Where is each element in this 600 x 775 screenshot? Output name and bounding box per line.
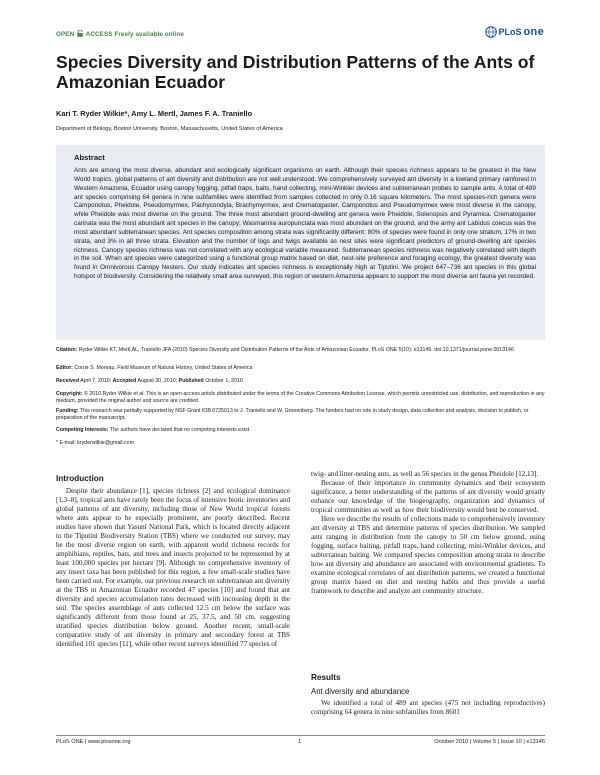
- citation-block: [56, 347, 545, 354]
- citation-text: Ryder Wilkie KT, Mertl AL, Traniello JFA (2010) Species Diversity and Distribution Patterns of the Ants of Amazonian Ecuador. PLoS ONE 5(10): e13146. doi:10.1371/journal.pone.0013146: [78, 347, 514, 353]
- journal-header: [56, 26, 544, 44]
- dates-block: [56, 378, 545, 385]
- right-column: [311, 470, 545, 596]
- open-access-banner: [56, 30, 184, 38]
- competing-interests-block: [56, 427, 545, 434]
- free-available-label: Freely available online: [114, 31, 184, 38]
- footer-journal: PLoS ONE | www.plosone.org: [56, 739, 131, 745]
- citation-label: Citation:: [56, 347, 78, 353]
- abstract-body: [74, 167, 536, 282]
- accepted-label: Accepted: [112, 378, 137, 384]
- results-paragraph-1: We identified a total of 489 ant species (475 not including reproductives) comprising 64 genera in nine subfamilies from 8601: [311, 699, 545, 717]
- article-title: Species Diversity and Distribution Patterns of the Ants of Amazonian Ecuador: [56, 52, 535, 92]
- footer-issue: October 2010 | Volume 5 | Issue 10 | e13146: [434, 739, 545, 745]
- results-subheading: Ant diversity and abundance: [311, 687, 410, 696]
- plos-one-logo: [485, 26, 544, 38]
- page-number: 1: [298, 739, 302, 745]
- funding-text: This research was partially supported by NSF Grant IOB 0725013 to J. Traniello and W. Gronenberg. The funders had no role in study design, data collection and analysis, decision to publish, or preparation of the manuscript.: [56, 408, 529, 422]
- journal-one: one: [523, 26, 544, 38]
- editor-block: [56, 365, 545, 372]
- intro-paragraph-continued: twig- and litter-nesting ants, as well as 56 species in the genus Pheidole [12,13].: [311, 470, 539, 478]
- competing-label: Competing Interests:: [56, 427, 109, 433]
- left-column: [56, 487, 290, 649]
- copyright-label: Copyright:: [56, 391, 83, 397]
- article-authors: Kari T. Ryder Wilkie*, Amy L. Mertl, James F. A. Traniello: [56, 109, 253, 118]
- copyright-text: © 2010 Ryder Wilkie et al. This is an open-access article distributed under the terms of the Creative Commons Attribution License, which permits unrestricted use, distribution, and reproduction in any medium, provided the original author and source are credited.: [56, 391, 545, 405]
- editor-label: Editor:: [56, 365, 73, 371]
- abstract-heading: Abstract: [74, 153, 105, 162]
- email-block: [56, 440, 545, 447]
- funding-label: Funding:: [56, 408, 79, 414]
- introduction-heading: Introduction: [56, 474, 104, 483]
- published-label: Published: [178, 378, 204, 384]
- intro-paragraph-2: Because of their importance in community dynamics and their ecosystem significance, a better understanding of the patterns of ant diversity would greatly enhance our knowledge of the biogeography, organization and dynamics of tropical communities as well as how their biodiversity would best be conserved.: [311, 479, 545, 515]
- results-heading: Results: [311, 673, 341, 682]
- results-column: [311, 699, 545, 717]
- abstract-text: Ants are among the most diverse, abundant and ecologically significant organisms on earth. Although their species richness appears to be greatest in the New World tropics, global patterns of ant diversity and distribution are not well understood. We comprehensively surveyed ant diversity in a lowland primary rainforest in Western Amazonia, Ecuador using canopy fogging, pitfall traps, baits, hand collecting, mini-Winkler devices and subterranean probes to sample ants. A total of 489 ant species comprising 64 genera in nine subfamilies were identified from samples collected in only 0.16 square kilometers. The most species-rich genera were Camponotus, Pheidole, Pseudomyrmex, Pachycondyla, Brachymyrmex, and Crematogaster. Camponotus and Pseudomyrmex were most diverse in the canopy, while Pheidole was most diverse on the ground. The three most abundant ground-dwelling ant genera were Pheidole, Solenopsis and Pyramica. Crematogaster carinata was the most abundant ant species in the canopy; Wasmannia auropunctata was most abundant on the ground, and the army ant Labidus coecus was the most abundant subterranean species. Ant species composition among strata was significantly different: 80% of species were found in only one stratum, 17% in two strata, and 3% in all three strata. Elevation and the number of logs and twigs available as nest sites were significant predictors of ground-dwelling ant species richness. Canopy species richness was not correlated with any ecological variable measured. Subterranean species richness was negatively correlated with depth in the soil. When ant species were categorized using a functional group matrix based on diet, nest-site preference and foraging ecology, the greatest diversity was found in Omnivorous Canopy Nesters. Our study indicates ant species richness is exceptionally high at Tiputini. We project 647–736 ant species in this global hotspot of biodiversity. Considering the relatively small area surveyed, this region of western Amazonia appears to support the most diverse ant fauna yet recorded.: [74, 167, 536, 281]
- copyright-block: [56, 391, 545, 405]
- open-access-label: OPEN: [56, 31, 75, 38]
- intro-paragraph-3: Here we describe the results of collections made to comprehensively inventory ant diversity at TBS and determine patterns of species distribution. We sampled ants ranging in distribution from the canopy to 50 cm below ground, using fogging, surface baiting, pitfall traps, hand collecting, mini-Winkler devices, and subterranean baiting. We compared species composition among strata to describe how ant diversity and abundance are associated with environmental gradients. To examine ecological correlates of ant distribution patterns, we created a functional group matrix based on diet and nesting habits and thus provide a useful framework to describe and analyze ant community structure.: [311, 515, 545, 596]
- accepted-date: August 30, 2010;: [137, 378, 178, 384]
- published-date: October 1, 2010: [205, 378, 243, 384]
- intro-paragraph-1: Despite their abundance [1], species richness [2] and ecological dominance [1,3–8], tropical ants have rarely been the focus of intensive biotic inventories and global patterns of ant diversity, including those of New World tropical forests where ants appear to be especially prominent, are poorly described. Recent studies have shown that Yasuní National Park, which is located directly adjacent to the Tiputini Biodiversity Station (TBS) where we conducted our survey, may be the most diverse region on earth, with apparent world richness records for amphibians, reptiles, bats, and trees and insects projected to be represented by at least 100,000 species per hectare [9]. Although no comprehensive inventory of any insect taxa has been published for this region, a few small-scale studies have been carried out. For example, our previous research on subterranean ant diversity at the TBS in Amazonian Ecuador recorded 47 species [10] and found that ant diversity and species accumulation rates decreased with increasing depth in the soil. The species assemblage of ants collected 12.5 cm below the surface was significantly different from those found at 25, 37.5, and 50 cm, suggesting stratified species distribution below ground. Another recent, small-scale comparative study of ant diversity in primary and secondary forest at TBS identified 101 species [11], while other recent surveys identified 77 species of: [56, 487, 290, 649]
- footer-divider: [56, 735, 545, 736]
- abstract-box: [56, 145, 545, 340]
- access-label: ACCESS: [85, 31, 113, 38]
- editor-text: Corrie S. Moreau, Field Museum of Natural History, United States of America: [74, 365, 253, 371]
- funding-block: [56, 408, 545, 422]
- author-affiliation: Department of Biology, Boston University, Boston, Massachusetts, United States of America: [56, 126, 283, 132]
- corresponding-email[interactable]: * E-mail: kryderwilkie@gmail.com: [56, 440, 134, 446]
- open-lock-icon: [77, 30, 83, 37]
- plos-globe-icon: [485, 26, 497, 38]
- journal-plos: PLoS: [498, 27, 522, 37]
- received-label: Received: [56, 378, 80, 384]
- received-date: April 7, 2010;: [80, 378, 112, 384]
- competing-text: The authors have declared that no competing interests exist.: [109, 427, 251, 433]
